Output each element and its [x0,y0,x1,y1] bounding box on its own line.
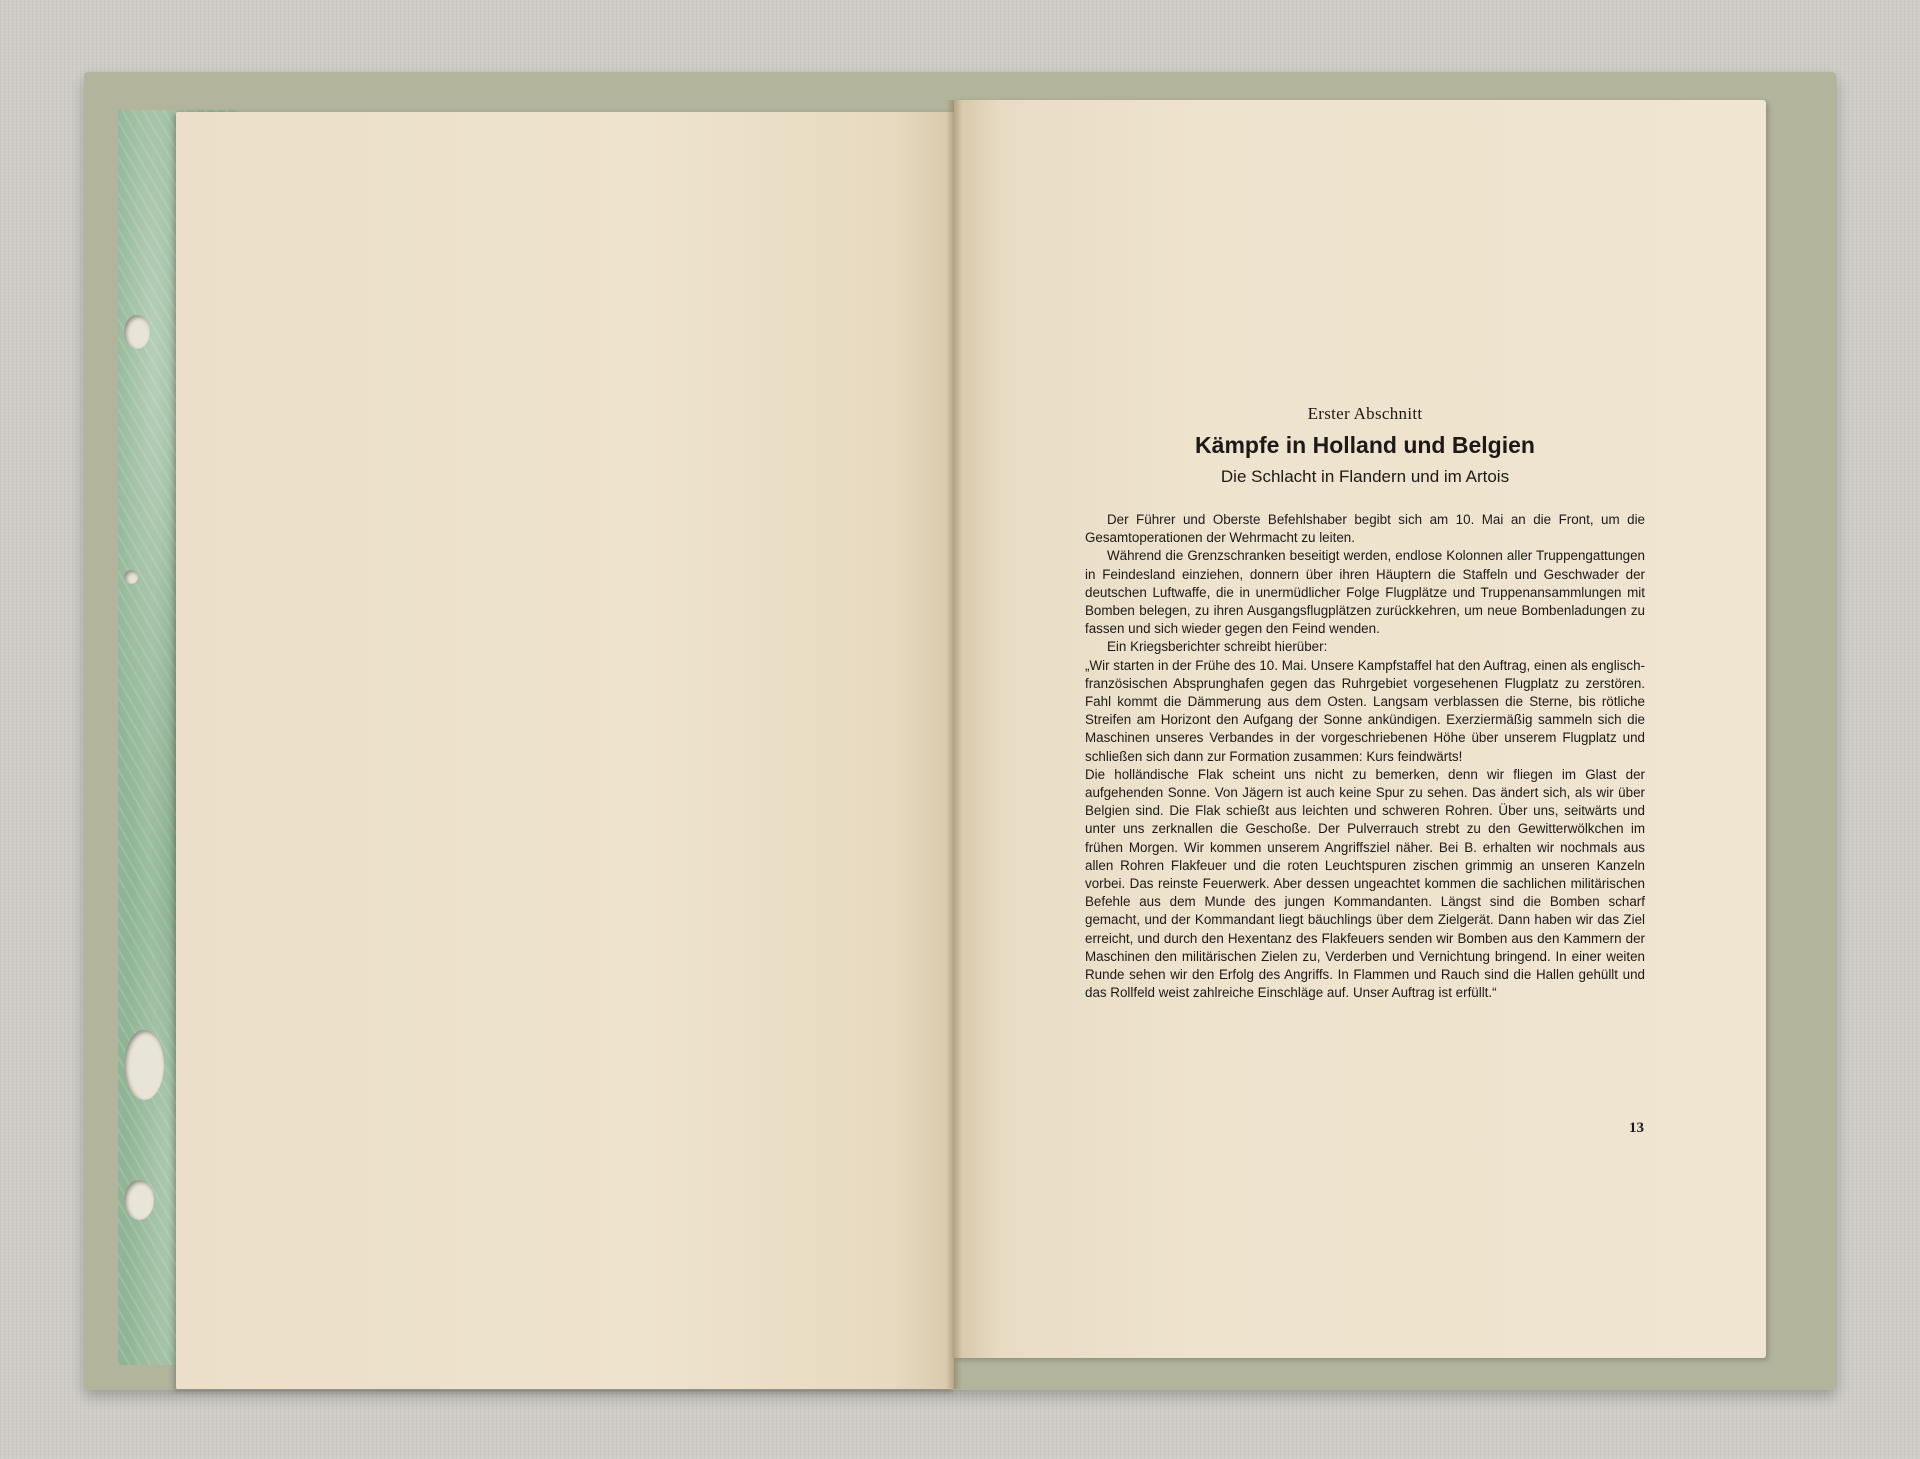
section-label: Erster Abschnitt [1307,404,1423,423]
paragraph: Der Führer und Oberste Befehlshaber begibt sich am 10. Mai an die Front, um die Gesamtoperationen der Wehrmacht zu leiten. [1085,512,1645,546]
chapter-title: Kämpfe in Holland und Belgien [1195,432,1535,458]
book-gutter [946,100,962,1389]
paragraph: Ein Kriegsberichter schreibt hierüber: [1107,639,1328,655]
quote-paragraph: Die holländische Flak scheint uns nicht zu bemerken, denn wir fliegen im Glast der aufgehenden Sonne. Von Jägern ist auch keine Spur zu sehen. Das ändert sich, als wir über Belgien sind. Die Flak schießt aus leichten und schweren Rohren. Über uns, seitwärts und unter uns zerknallen die Geschoße. Der Pulverrauch strebt zu den Gewitterwölkchen im frühen Morgen. Wir kommen unserem Angriffsziel näher. Bei B. erhalten wir nochmals aus allen Rohren Flakfeuer und die roten Leuchtspuren zischen grimmig an unseren Kanzeln vorbei. Das reinste Feuerwerk. Aber dessen ungeachtet kommen die sachlichen militärischen Befehle aus dem Munde des jungen Kommandanten. Längst sind die Bomben scharf gemacht, und der Kommandant liegt bäuchlings über dem Zielgerät. Dann haben wir das Ziel erreicht, und durch den Hexentanz des Flakfeuers senden wir Bomben aus den Kammern der Maschinen den militärischen Zielen zu, Verderben und Vernichtung bringend. In einer weiten Runde sehen wir den Erfolg des Angriffs. In Flammen und Rauch sind die Hallen gehüllt und das Rollfeld weist zahlreiche Einschläge auf. Unser Auftrag ist erfüllt.“ [1085,766,1645,1001]
left-page-blank [176,112,954,1389]
body-text [1085,511,1645,1002]
punched-hole [124,315,150,349]
punched-hole [124,570,138,584]
paragraph: Während die Grenzschranken beseitigt werden, endlose Kolonnen aller Truppengattungen in Feindesland einziehen, donnern über ihren Häuptern die Staffeln und Geschwader der deutschen Luftwaffe, die in unermüdlicher Folge Flugplätze und Truppenansammlungen mit Bomben belegen, zu ihren Ausgangsflugplätzen zurückkehren, um neue Bombenladungen zu fassen und sich wieder gegen den Feind wenden. [1085,548,1645,637]
punched-hole [124,1180,154,1220]
page-content [1085,404,1645,1002]
quote-paragraph: „Wir starten in der Frühe des 10. Mai. Unsere Kampfstaffel hat den Auftrag, einen als englisch-französischen Absprunghafen gegen das Ruhrgebiet vorgesehenen Flugplatz zu zerstören. Fahl kommt die Dämmerung aus dem Osten. Langsam verblassen die Sterne, bis rötliche Streifen am Horizont den Aufgang der Sonne ankündigen. Exerziermäßig sammeln sich die Maschinen unseres Verbandes in der vorgeschriebenen Höhe über unserem Flugplatz und schließen sich dann zur Formation zusammen: Kurs feindwärts! [1085,657,1645,764]
punched-hole [124,1030,164,1100]
chapter-subtitle: Die Schlacht in Flandern und im Artois [1220,467,1510,486]
page-number: 13 [1629,1120,1644,1136]
